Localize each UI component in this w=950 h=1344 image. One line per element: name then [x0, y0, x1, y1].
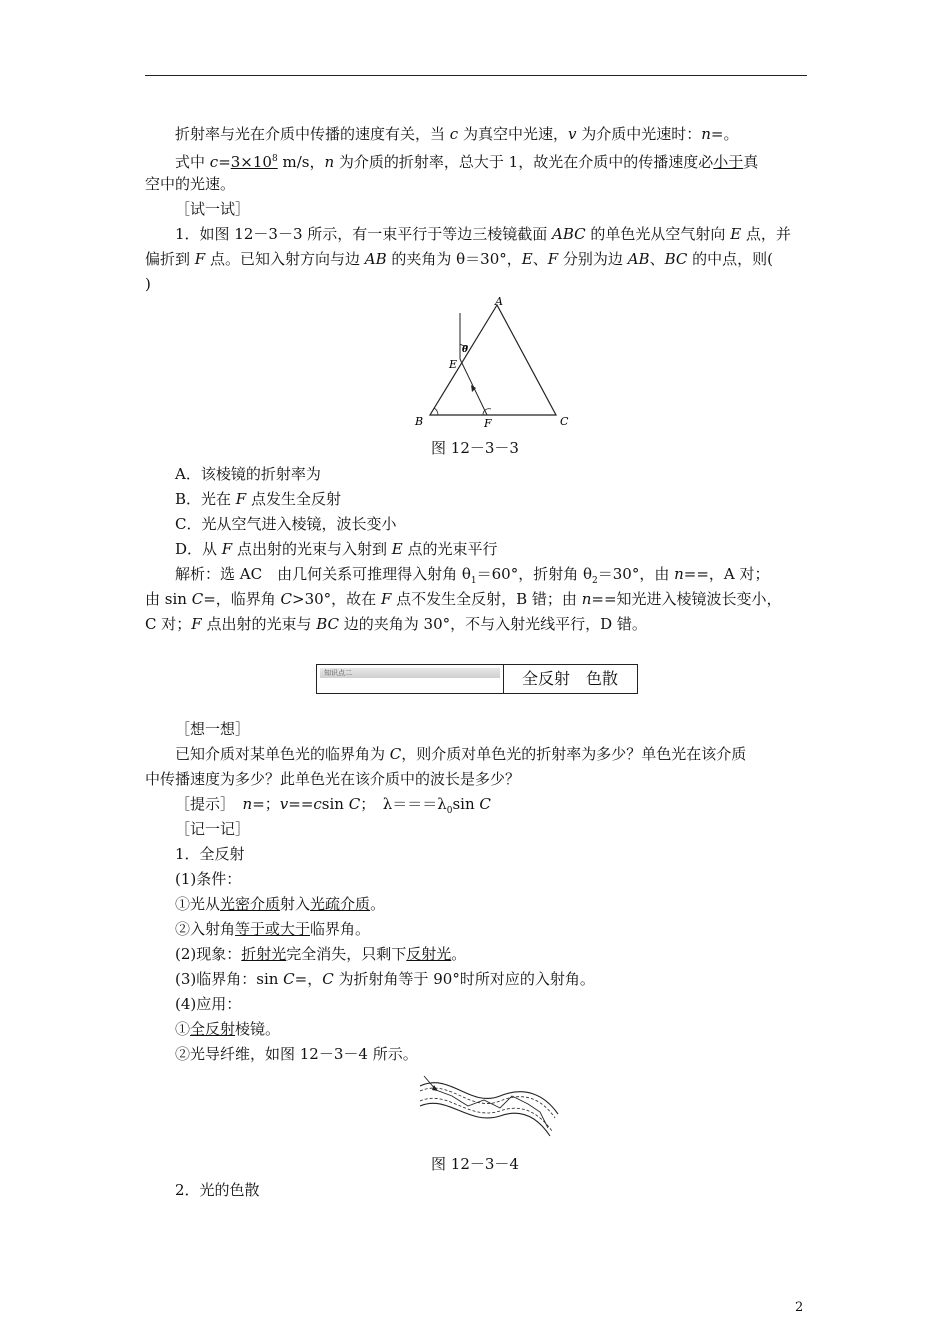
para-refractive-speed: 折射率与光在介质中传播的速度有关，当 c 为真空中光速，v 为介质中光速时：n=。: [175, 125, 739, 143]
question-1-line-2: 偏折到 F 点。已知入射方向与边 AB 的夹角为 θ＝30°，E、F 分别为边 AB、BC 的中点，则(: [145, 250, 773, 268]
analysis-line-2: 由 sin C=，临界角 C>30°，故在 F 点不发生全反射，B 错；由 n==知光进入棱镜波长变小，: [145, 590, 782, 608]
analysis-line-1: 解析：选 AC 由几何关系可推理得入射角 $\theta_1=60^\circ$，折射角 $\theta_2=30^\circ$，由 n==，A 对；: [175, 565, 770, 586]
think-heading: ［想一想］: [175, 720, 251, 738]
label-F: F: [484, 417, 492, 430]
header-rule: [145, 75, 807, 76]
section-tag: 知识点二: [320, 668, 500, 678]
application-2: ②光导纤维，如图 12－3－4 所示。: [175, 1045, 418, 1063]
try-heading: ［试一试］: [175, 200, 251, 218]
question-1-line-3: ): [145, 275, 151, 293]
fiber-outer-bottom: [420, 1103, 550, 1136]
option-d: D．从 F 点出射的光束与入射到 E 点的光束平行: [175, 540, 498, 558]
applications: (4)应用：: [175, 995, 242, 1013]
label-C: C: [560, 415, 569, 428]
option-a: A．该棱镜的折射率为: [175, 465, 321, 483]
item-dispersion: 2．光的色散: [175, 1181, 260, 1199]
label-A: A: [495, 297, 503, 308]
item-conditions: (1)条件：: [175, 870, 242, 888]
para-formula-note: 式中 $c=3\times 10^8$ m/s，n 为介质的折射率，总大于 1，故光在介质中的传播速度必小于真: [175, 153, 759, 171]
phenomenon: (2)现象：折射光完全消失，只剩下反射光。: [175, 945, 467, 963]
question-1-line-1: 1．如图 12－3－3 所示，有一束平行于等边三棱镜截面 ABC 的单色光从空气射向 E 点，并: [175, 225, 791, 243]
option-b: B．光在 F 点发生全反射: [175, 490, 341, 508]
think-question-line-1: 已知介质对某单色光的临界角为 C，则介质对单色光的折射率为多少？单色光在该介质: [175, 745, 747, 763]
section-divider: [503, 665, 504, 693]
application-1: ①全反射棱镜。: [175, 1020, 281, 1038]
item-total-reflection: 1．全反射: [175, 845, 245, 863]
figure-caption-12-3-4: 图 12－3－4: [431, 1155, 519, 1173]
section-header-box: [316, 664, 638, 694]
label-theta: θ: [462, 345, 469, 355]
fiber-core-bottom: [420, 1098, 552, 1131]
angle-arc-B: [434, 408, 438, 415]
critical-angle: (3)临界角：sin C=，C 为折射角等于 90°时所对应的入射角。: [175, 970, 595, 988]
para-formula-note-cont: 空中的光速。: [145, 175, 236, 193]
label-B: B: [415, 415, 424, 428]
fiber-outer-top: [420, 1083, 558, 1114]
condition-2: ②入射角等于或大于临界角。: [175, 920, 371, 938]
label-E: E: [449, 358, 458, 371]
figure-caption-12-3-3: 图 12－3－3: [431, 439, 519, 457]
hint-line: ［提示］ n=；v==csin C； $\lambda===\lambda_0\sin$ C: [175, 795, 491, 816]
optical-fiber-figure: [412, 1072, 562, 1144]
page-number: 2: [795, 1300, 804, 1315]
fiber-core-top: [420, 1088, 555, 1118]
option-c: C．光从空气进入棱镜，波长变小: [175, 515, 397, 533]
analysis-line-3: C 对；F 点出射的光束与 BC 边的夹角为 30°，不与入射光线平行，D 错。: [145, 615, 647, 633]
prism-figure: [405, 297, 580, 432]
think-question-line-2: 中传播速度为多少？此单色光在该介质中的波长是多少？: [145, 770, 521, 788]
condition-1: ①光从光密介质射入光疏介质。: [175, 895, 386, 913]
remember-heading: ［记一记］: [175, 820, 251, 838]
section-title: 全反射 色散: [522, 669, 619, 688]
